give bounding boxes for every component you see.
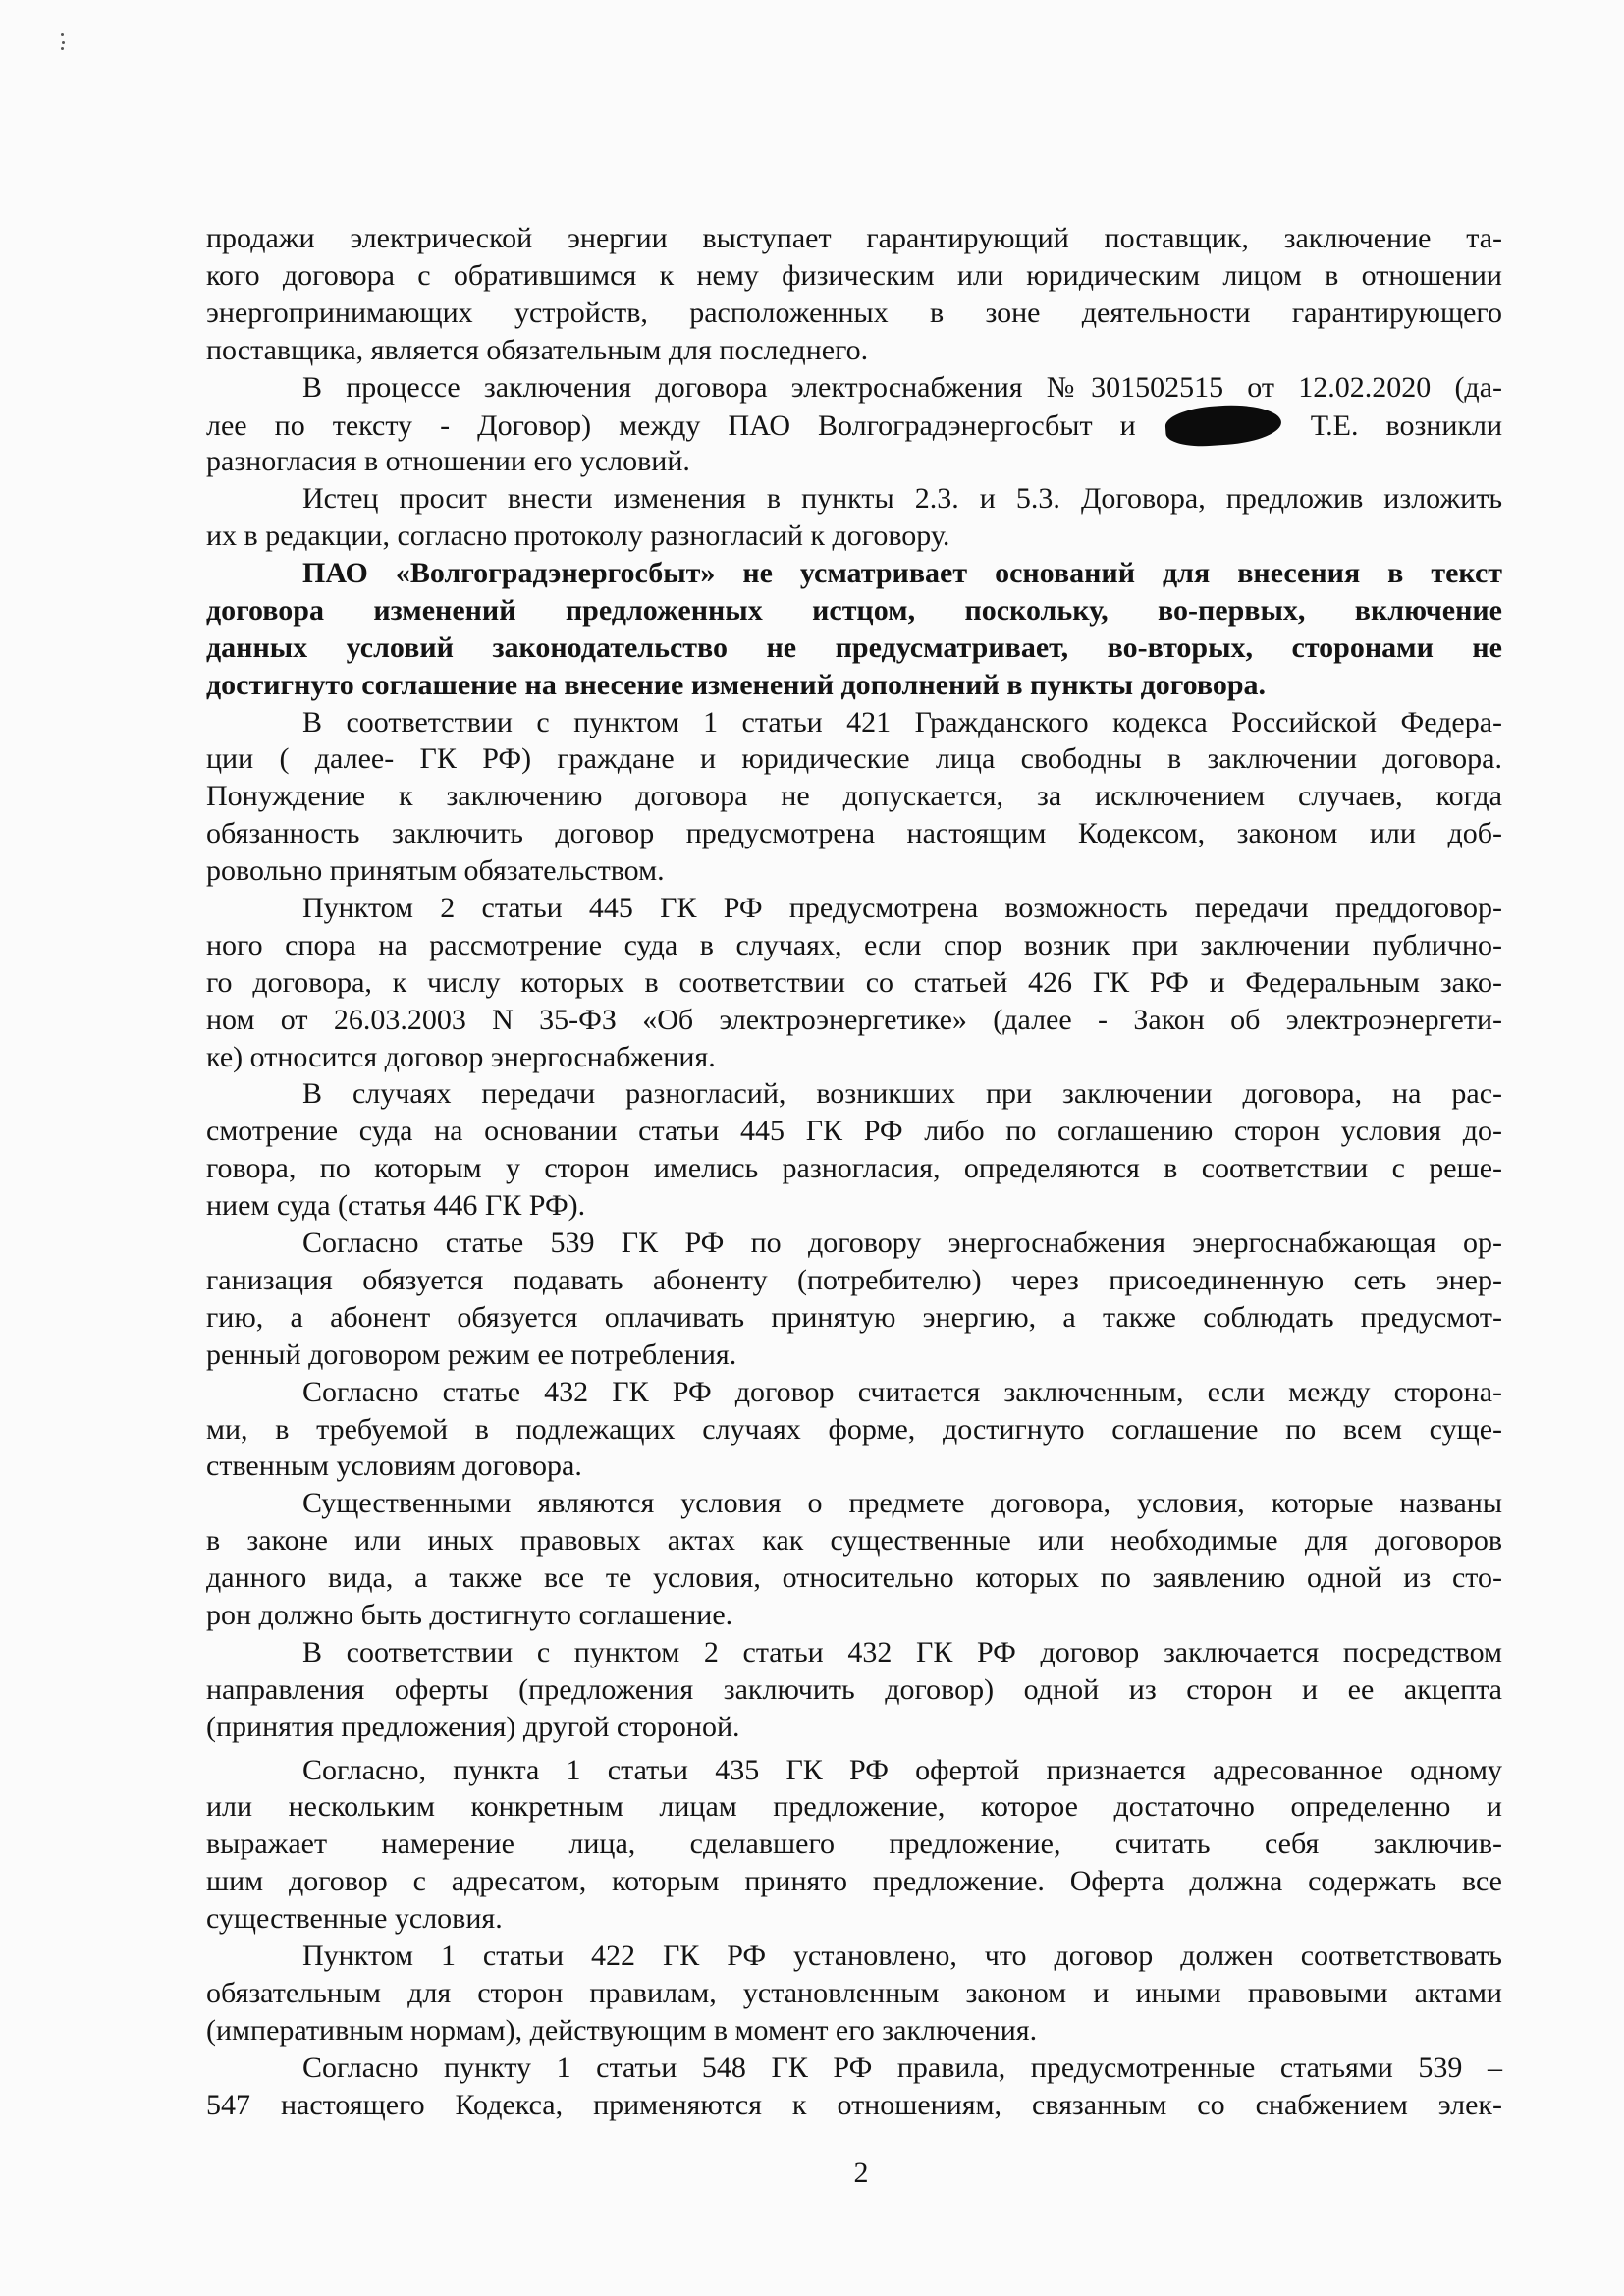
text-line: обязательным для сторон правилам, установленным законом и иными правовыми актами xyxy=(206,1976,1502,2009)
paragraph xyxy=(206,480,1502,555)
text-line: Согласно пункту 1 статьи 548 ГК РФ правила, предусмотренные статьями 539 – xyxy=(302,2050,1502,2084)
text-line: поставщика, является обязательным для последнего. xyxy=(206,333,869,366)
page-number: 2 xyxy=(853,2157,869,2189)
text-line: выражает намерение лица, сделавшего предложение, считать себя заключив- xyxy=(206,1828,1502,1861)
text-line: говора, по которым у сторон имелись разногласия, определяются в соответствии с реше- xyxy=(206,1152,1502,1185)
paragraph xyxy=(206,1634,1502,1746)
text-line: ции ( далее- ГК РФ) граждане и юридические лица свободны в заключении договора. xyxy=(206,742,1502,776)
paragraph xyxy=(206,1938,1502,2050)
text-line: Пунктом 1 статьи 422 ГК РФ установлено, что договор должен соответствовать xyxy=(302,1939,1502,1972)
text-line: Согласно статье 539 ГК РФ по договору энергоснабжения энергоснабжающая ор- xyxy=(302,1227,1502,1260)
text-line: ганизация обязуется подавать абоненту (потребителю) через присоединенную сеть энер- xyxy=(206,1263,1502,1296)
text-line: кого договора с обратившимся к нему физическим или юридическим лицом в отношении xyxy=(206,258,1502,292)
text-line: Пунктом 2 статьи 445 ГК РФ предусмотрена возможность передачи преддоговор- xyxy=(302,892,1502,925)
text-line: Согласно, пункта 1 статьи 435 ГК РФ офертой признается адресованное одному xyxy=(302,1753,1502,1786)
document-body xyxy=(206,220,1502,2123)
text-line: (императивным нормам), действующим в момент его заключения. xyxy=(206,2013,1038,2047)
text-line: Существенными являются условия о предмете договора, условия, которые названы xyxy=(302,1487,1502,1520)
paragraph xyxy=(206,1225,1502,1374)
text-line: ПАО «Волгоградэнергосбыт» не усматривает оснований для внесения в текст xyxy=(302,557,1502,590)
text-line: разногласия в отношении его условий. xyxy=(206,445,690,478)
redaction-mark xyxy=(1164,402,1282,449)
text-line: ренный договором режим ее потребления. xyxy=(206,1338,737,1371)
text-line xyxy=(206,406,1502,443)
text-line: ми, в требуемой в подлежащих случаях форме, достигнуто соглашение по всем суще- xyxy=(206,1412,1502,1446)
paragraph xyxy=(206,1075,1502,1225)
text-line: В случаях передачи разногласий, возникших при заключении договора, на рас- xyxy=(302,1077,1502,1111)
text-line: достигнуто соглашение на внесение изменений дополнений в пункты договора. xyxy=(206,668,1267,701)
text-line: Понуждение к заключению договора не допускается, за исключением случаев, когда xyxy=(206,780,1502,813)
text-line: нием суда (статья 446 ГК РФ). xyxy=(206,1189,586,1223)
text-line: ном от 26.03.2003 N 35-ФЗ «Об электроэнергетике» (далее - Закон об электроэнергети- xyxy=(206,1003,1502,1036)
text-line: ровольно принятым обязательством. xyxy=(206,854,665,888)
paragraph xyxy=(206,704,1502,890)
text-line: рон должно быть достигнуто соглашение. xyxy=(206,1598,733,1631)
paragraph xyxy=(206,555,1502,704)
text-line: существенные условия. xyxy=(206,1902,503,1936)
text-line: ке) относится договор энергоснабжения. xyxy=(206,1040,716,1073)
paragraph xyxy=(206,2050,1502,2124)
text-line: ственным условиям договора. xyxy=(206,1449,582,1483)
text-line: их в редакции, согласно протоколу разногласий к договору. xyxy=(206,519,950,553)
text-line: В соответствии с пунктом 2 статьи 432 ГК РФ договор заключается посредством xyxy=(302,1635,1502,1668)
text-line: в законе или иных правовых актах как существенные или необходимые для договоров xyxy=(206,1524,1502,1558)
text-line: данного вида, а также все те условия, относительно которых по заявлению одной из сто- xyxy=(206,1561,1502,1595)
text-line: (принятия предложения) другой стороной. xyxy=(206,1710,740,1743)
paragraph xyxy=(206,890,1502,1075)
paragraph xyxy=(206,1374,1502,1486)
text-line: обязанность заключить договор предусмотрена настоящим Кодексом, законом или доб- xyxy=(206,817,1502,850)
text-line: данных условий законодательство не предусматривает, во-вторых, сторонами не xyxy=(206,630,1502,664)
paragraph xyxy=(206,220,1502,369)
text-line: направления оферты (предложения заключить договор) одной из сторон и ее акцепта xyxy=(206,1672,1502,1706)
text-line: Истец просит внести изменения в пункты 2.3. и 5.3. Договора, предложив изложить xyxy=(302,482,1502,516)
text-segment: Т.Е. возникли xyxy=(1310,410,1503,443)
paragraph xyxy=(206,369,1502,481)
text-line: го договора, к числу которых в соответствии со статьей 426 ГК РФ и Федеральным зако- xyxy=(206,965,1502,999)
text-line: договора изменений предложенных истцом, поскольку, во-первых, включение xyxy=(206,593,1502,627)
text-line: ного спора на рассмотрение суда в случаях, если спор возник при заключении публично- xyxy=(206,928,1502,961)
text-line: В соответствии с пунктом 1 статьи 421 Гражданского кодекса Российской Федера- xyxy=(302,705,1502,738)
text-line: энергопринимающих устройств, расположенных в зоне деятельности гарантирующего xyxy=(206,296,1502,329)
text-line: гию, а абонент обязуется оплачивать принятую энергию, а также соблюдать предусмот- xyxy=(206,1300,1502,1334)
text-line: или нескольким конкретным лицам предложение, которое достаточно определенно и xyxy=(206,1790,1502,1824)
scan-artifact xyxy=(61,33,65,51)
paragraph xyxy=(206,1752,1502,1938)
paragraph xyxy=(206,1485,1502,1634)
text-line: 547 настоящего Кодекса, применяются к отношениям, связанным со снабжением элек- xyxy=(206,2088,1502,2121)
text-line: смотрение суда на основании статьи 445 ГК РФ либо по соглашению сторон условия до- xyxy=(206,1115,1502,1148)
text-line: продажи электрической энергии выступает гарантирующий поставщик, заключение та- xyxy=(206,222,1502,254)
text-line: В процессе заключения договора электроснабжения №301502515 от 12.02.2020 (да- xyxy=(302,370,1502,404)
text-line: Согласно статье 432 ГК РФ договор считается заключенным, если между сторона- xyxy=(302,1375,1502,1408)
text-segment: лее по тексту - Договор) между ПАО Волгоградэнергосбыт и xyxy=(206,410,1136,443)
text-line: шим договор с адресатом, которым принято предложение. Оферта должна содержать все xyxy=(206,1865,1502,1898)
